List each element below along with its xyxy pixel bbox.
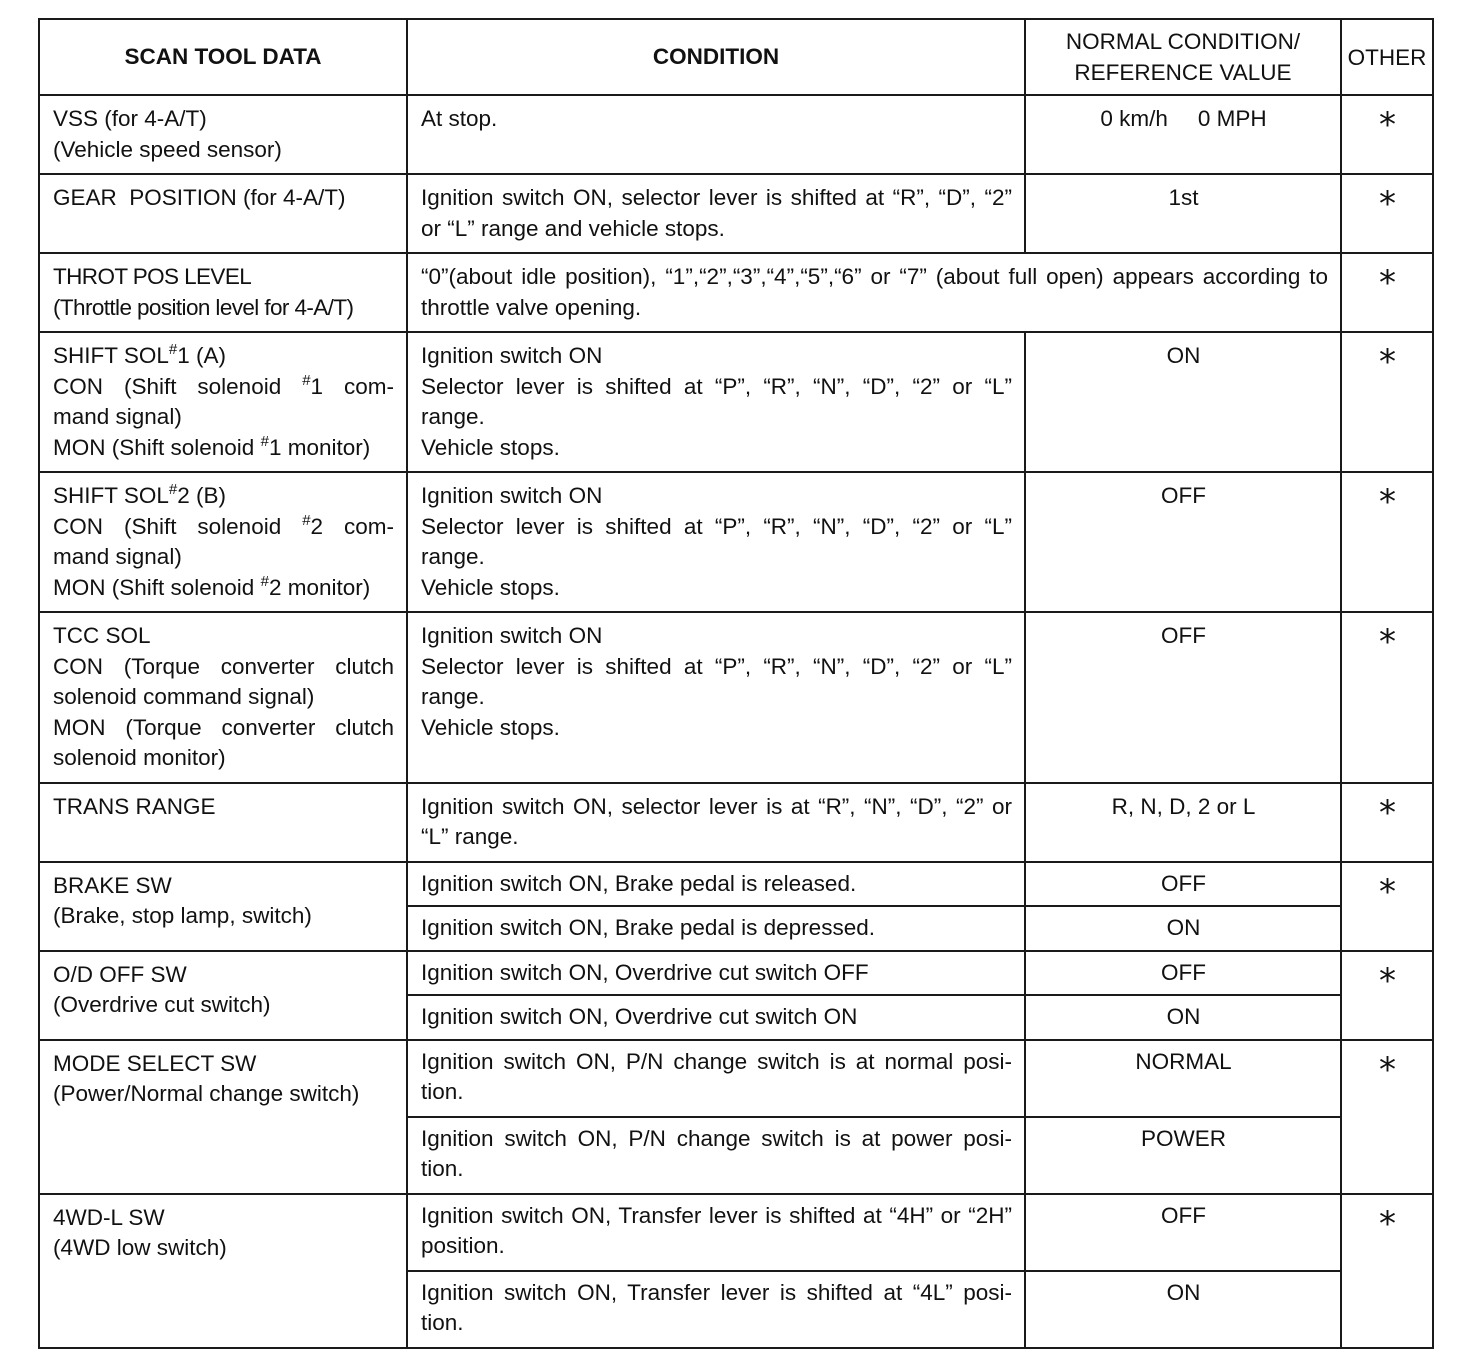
header-scan-tool-data: SCAN TOOL DATA	[39, 19, 407, 95]
condition-cell: Ignition switch ON, P/N change switch is at normal posi- tion.	[407, 1040, 1025, 1117]
condition-cell: Ignition switch ON, Overdrive cut switch ON	[407, 995, 1025, 1040]
header-row	[39, 19, 1433, 95]
condition-cell: “0”(about idle position), “1”,“2”,“3”,“4”,“5”,“6” or “7” (about full open) appears according to throttle valve opening.	[407, 253, 1341, 332]
value-cell: ON	[1025, 995, 1341, 1040]
condition-cell: Ignition switch ON Selector lever is shifted at “P”, “R”, “N”, “D”, “2” or “L” range. Vehicle stops.	[407, 332, 1025, 472]
item-4wd-l-sw: 4WD-L SW (4WD low switch)	[39, 1194, 407, 1348]
value-cell: OFF	[1025, 1194, 1341, 1271]
table-row	[39, 1194, 1433, 1271]
scan-tool-data-table	[38, 18, 1434, 1349]
table-row	[39, 332, 1433, 472]
item-od-off-sw: O/D OFF SW (Overdrive cut switch)	[39, 951, 407, 1040]
item-throt-pos-level: THROT POS LEVEL (Throttle position level for 4-A/T)	[39, 253, 407, 332]
header-normal-line1: NORMAL CONDITION/	[1065, 29, 1301, 54]
table-row	[39, 612, 1433, 783]
item-mode-select-sw: MODE SELECT SW (Power/Normal change switch)	[39, 1040, 407, 1194]
other-asterisk: *	[1341, 95, 1433, 174]
value-cell: R, N, D, 2 or L	[1025, 783, 1341, 862]
table-row	[39, 174, 1433, 253]
table-row	[39, 95, 1433, 174]
item-shift-sol-2: SHIFT SOL#2 (B) CON (Shift solenoid #2 com- mand signal) MON (Shift solenoid #2 monitor)	[39, 472, 407, 612]
header-other: OTHER	[1341, 19, 1433, 95]
condition-cell: Ignition switch ON, Brake pedal is depressed.	[407, 906, 1025, 951]
table-row	[39, 1040, 1433, 1117]
condition-cell: At stop.	[407, 95, 1025, 174]
value-cell: ON	[1025, 332, 1341, 472]
value-cell: OFF	[1025, 951, 1341, 996]
item-brake-sw: BRAKE SW (Brake, stop lamp, switch)	[39, 862, 407, 951]
header-normal-line2: REFERENCE VALUE	[1074, 60, 1292, 85]
other-asterisk: *	[1341, 862, 1433, 951]
other-asterisk: *	[1341, 174, 1433, 253]
condition-cell: Ignition switch ON Selector lever is shifted at “P”, “R”, “N”, “D”, “2” or “L” range. Vehicle stops.	[407, 612, 1025, 783]
table-row	[39, 472, 1433, 612]
condition-cell: Ignition switch ON, Overdrive cut switch OFF	[407, 951, 1025, 996]
value-cell: NORMAL	[1025, 1040, 1341, 1117]
condition-cell: Ignition switch ON, Brake pedal is released.	[407, 862, 1025, 907]
condition-cell: Ignition switch ON, P/N change switch is at power posi- tion.	[407, 1117, 1025, 1194]
other-asterisk: *	[1341, 472, 1433, 612]
value-cell: OFF	[1025, 472, 1341, 612]
other-asterisk: *	[1341, 1194, 1433, 1348]
other-asterisk: *	[1341, 1040, 1433, 1194]
item-shift-sol-1: SHIFT SOL#1 (A) CON (Shift solenoid #1 com- mand signal) MON (Shift solenoid #1 monitor)	[39, 332, 407, 472]
other-asterisk: *	[1341, 253, 1433, 332]
table-row	[39, 951, 1433, 996]
item-gear-position: GEAR POSITION (for 4-A/T)	[39, 174, 407, 253]
value-cell: OFF	[1025, 612, 1341, 783]
item-trans-range: TRANS RANGE	[39, 783, 407, 862]
table-row	[39, 862, 1433, 907]
header-normal-condition	[1025, 19, 1341, 95]
other-asterisk: *	[1341, 612, 1433, 783]
condition-cell: Ignition switch ON Selector lever is shifted at “P”, “R”, “N”, “D”, “2” or “L” range. Vehicle stops.	[407, 472, 1025, 612]
value-cell: OFF	[1025, 862, 1341, 907]
condition-cell: Ignition switch ON, selector lever is at “R”, “N”, “D”, “2” or “L” range.	[407, 783, 1025, 862]
table-row	[39, 783, 1433, 862]
value-cell: ON	[1025, 1271, 1341, 1348]
value-cell: ON	[1025, 906, 1341, 951]
table-row	[39, 253, 1433, 332]
other-asterisk: *	[1341, 332, 1433, 472]
item-vss: VSS (for 4-A/T) (Vehicle speed sensor)	[39, 95, 407, 174]
item-tcc-sol: TCC SOL CON (Torque converter clutch solenoid command signal) MON (Torque converter clutch solenoid monitor)	[39, 612, 407, 783]
header-condition: CONDITION	[407, 19, 1025, 95]
other-asterisk: *	[1341, 951, 1433, 1040]
value-cell: 0 km/h 0 MPH	[1025, 95, 1341, 174]
condition-cell: Ignition switch ON, Transfer lever is shifted at “4H” or “2H” position.	[407, 1194, 1025, 1271]
value-cell: 1st	[1025, 174, 1341, 253]
other-asterisk: *	[1341, 783, 1433, 862]
value-cell: POWER	[1025, 1117, 1341, 1194]
condition-cell: Ignition switch ON, Transfer lever is shifted at “4L” posi- tion.	[407, 1271, 1025, 1348]
condition-cell: Ignition switch ON, selector lever is shifted at “R”, “D”, “2” or “L” range and vehicle stops.	[407, 174, 1025, 253]
